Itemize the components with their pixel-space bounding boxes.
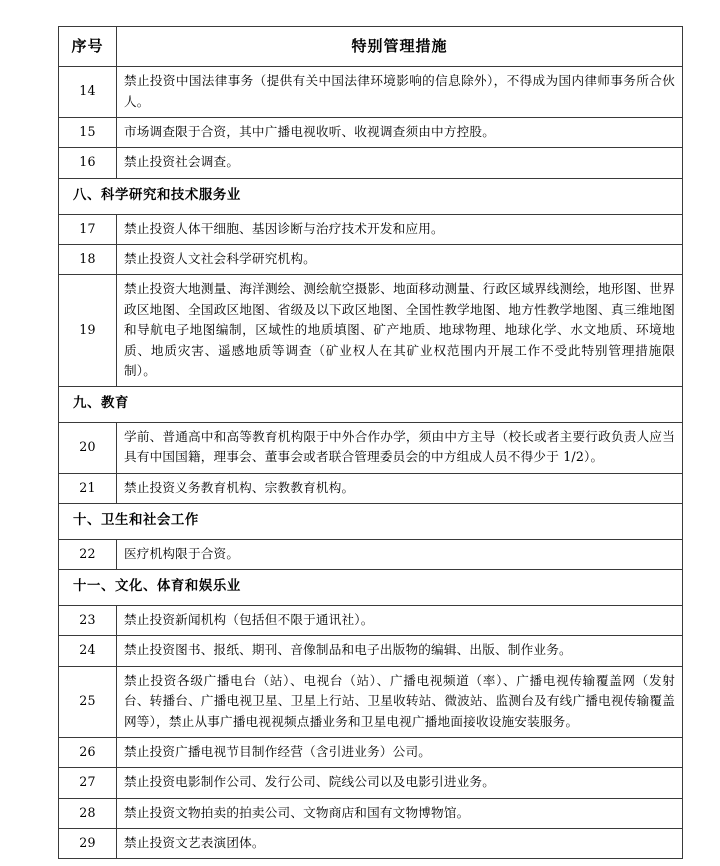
row-measure-text: 市场调查限于合资，其中广播电视收听、收视调查须由中方控股。	[117, 118, 683, 148]
section-heading-label: 九、教育	[59, 387, 683, 423]
section-heading-row	[59, 504, 683, 540]
row-measure-text: 禁止投资人体干细胞、基因诊断与治疗技术开发和应用。	[117, 214, 683, 244]
row-number: 22	[59, 539, 117, 569]
table-row	[59, 473, 683, 503]
row-number: 25	[59, 666, 117, 737]
table-row	[59, 666, 683, 737]
row-measure-text: 禁止投资大地测量、海洋测绘、测绘航空摄影、地面移动测量、行政区域界线测绘，地形图、世界政区地图、全国政区地图、省级及以下政区地图、全国性教学地图、地方性教学地图、真三维地图和导航电子地图编制，区域性的地质填图、矿产地质、地球物理、地球化学、水文地质、环境地质、地质灾害、遥感地质等调查（矿业权人在其矿业权范围内开展工作不受此特别管理措施限制）。	[117, 275, 683, 387]
special-management-measures-table	[58, 26, 683, 859]
table-row	[59, 275, 683, 387]
section-heading-row	[59, 570, 683, 606]
row-measure-text: 禁止投资文艺表演团体。	[117, 829, 683, 859]
table-row	[59, 737, 683, 767]
row-number: 24	[59, 636, 117, 666]
row-measure-text: 学前、普通高中和高等教育机构限于中外合作办学，须由中方主导（校长或者主要行政负责人应当具有中国国籍，理事会、董事会或者联合管理委员会的中方组成人员不得少于 1/2）。	[117, 423, 683, 474]
table-row	[59, 423, 683, 474]
column-header-no: 序号	[59, 27, 117, 67]
table-body	[59, 27, 683, 859]
row-measure-text: 禁止投资图书、报纸、期刊、音像制品和电子出版物的编辑、出版、制作业务。	[117, 636, 683, 666]
row-number: 27	[59, 768, 117, 798]
table-row	[59, 768, 683, 798]
row-measure-text: 禁止投资新闻机构（包括但不限于通讯社）。	[117, 605, 683, 635]
section-heading-label: 八、科学研究和技术服务业	[59, 178, 683, 214]
section-heading-label: 十一、文化、体育和娱乐业	[59, 570, 683, 606]
table-row	[59, 636, 683, 666]
row-measure-text: 禁止投资电影制作公司、发行公司、院线公司以及电影引进业务。	[117, 768, 683, 798]
section-heading-row	[59, 178, 683, 214]
row-number: 26	[59, 737, 117, 767]
row-measure-text: 禁止投资文物拍卖的拍卖公司、文物商店和国有文物博物馆。	[117, 798, 683, 828]
table-row	[59, 539, 683, 569]
table-row	[59, 244, 683, 274]
table-row	[59, 148, 683, 178]
row-number: 28	[59, 798, 117, 828]
row-number: 23	[59, 605, 117, 635]
row-measure-text: 禁止投资社会调查。	[117, 148, 683, 178]
row-measure-text: 禁止投资各级广播电台（站）、电视台（站）、广播电视频道（率）、广播电视传输覆盖网（发射台、转播台、广播电视卫星、卫星上行站、卫星收转站、微波站、监测台及有线广播电视传输覆盖网等），禁止从事广播电视视频点播业务和卫星电视广播地面接收设施安装服务。	[117, 666, 683, 737]
row-number: 29	[59, 829, 117, 859]
row-measure-text: 禁止投资义务教育机构、宗教教育机构。	[117, 473, 683, 503]
table-row	[59, 67, 683, 118]
row-measure-text: 医疗机构限于合资。	[117, 539, 683, 569]
row-number: 16	[59, 148, 117, 178]
row-number: 18	[59, 244, 117, 274]
table-row	[59, 605, 683, 635]
table-row	[59, 118, 683, 148]
row-measure-text: 禁止投资中国法律事务（提供有关中国法律环境影响的信息除外），不得成为国内律师事务所合伙人。	[117, 67, 683, 118]
row-number: 20	[59, 423, 117, 474]
row-number: 15	[59, 118, 117, 148]
section-heading-label: 十、卫生和社会工作	[59, 504, 683, 540]
table-header-row	[59, 27, 683, 67]
row-number: 19	[59, 275, 117, 387]
row-measure-text: 禁止投资人文社会科学研究机构。	[117, 244, 683, 274]
row-number: 17	[59, 214, 117, 244]
column-header-measure: 特别管理措施	[117, 27, 683, 67]
row-number: 21	[59, 473, 117, 503]
row-measure-text: 禁止投资广播电视节目制作经营（含引进业务）公司。	[117, 737, 683, 767]
section-heading-row	[59, 387, 683, 423]
table-row	[59, 829, 683, 859]
table-row	[59, 798, 683, 828]
row-number: 14	[59, 67, 117, 118]
table-row	[59, 214, 683, 244]
